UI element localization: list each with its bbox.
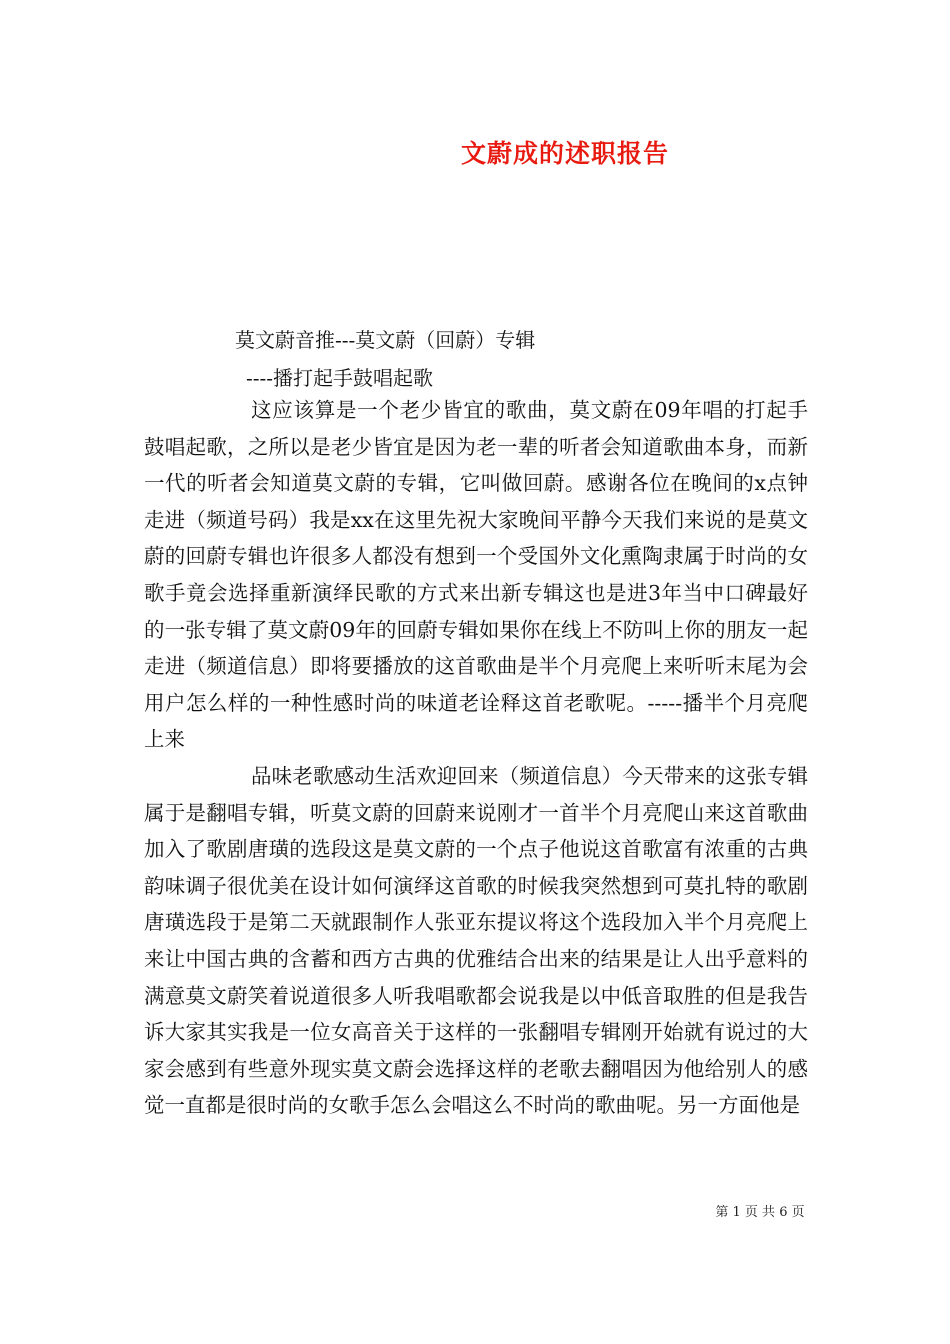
paragraph: 品味老歌感动生活欢迎回来（频道信息）今天带来的这张专辑属于是翻唱专辑，听莫文蔚的回蔚来说刚才一首半个月亮爬山来这首歌曲加入了歌剧唐璜的选段这是莫文蔚的一个点子他说这首歌富有浓重的古典韵味调子很优美在设计如何演绎这首歌的时候我突然想到可莫扎特的歌剧唐璜选段于是第二天就跟制作人张亚东提议将这个选段加入半个月亮爬上来让中国古典的含蓄和西方古典的优雅结合出来的结果是让人出乎意料的满意莫文蔚笑着说道很多人听我唱歌都会说我是以中低音取胜的但是我告诉大家其实我是一位女高音关于这样的一张翻唱专辑刚开始就有说过的大家会感到有些意外现实莫文蔚会选择这样的老歌去翻唱因为他给别人的感觉一直都是很时尚的女歌手怎么会唱这么不时尚的歌曲呢。另一方面他是 — [144, 763, 808, 1118]
song-subtitle: ----播打起手鼓唱起歌 — [246, 366, 434, 390]
page-title: 文蔚成的述职报告 — [460, 139, 669, 168]
page-number: 第 1 页 共 6 页 — [715, 1205, 805, 1220]
paragraph: 这应该算是一个老少皆宜的歌曲，莫文蔚在09年唱的打起手鼓唱起歌，之所以是老少皆宜是因为老一辈的听者会知道歌曲本身，而新一代的听者会知道莫文蔚的专辑，它叫做回蔚。感谢各位在晚间的x点钟走进（频道号码）我是xx在这里先祝大家晚间平静今天我们来说的是莫文蔚的回蔚专辑也许很多人都没有想到一个受国外文化熏陶隶属于时尚的女歌手竟会选择重新演绎民歌的方式来出新专辑这也是进3年当中口碑最好的一张专辑了莫文蔚09年的回蔚专辑如果你在线上不防叫上你的朋友一起走进（频道信息）即将要播放的这首歌曲是半个月亮爬上来听听末尾为会用户怎么样的一种性感时尚的味道老诠释这首老歌呢。-----播半个月亮爬上来 — [144, 398, 808, 752]
album-subtitle: 莫文蔚音推---莫文蔚（回蔚）专辑 — [235, 328, 536, 352]
body-text — [144, 392, 808, 1124]
